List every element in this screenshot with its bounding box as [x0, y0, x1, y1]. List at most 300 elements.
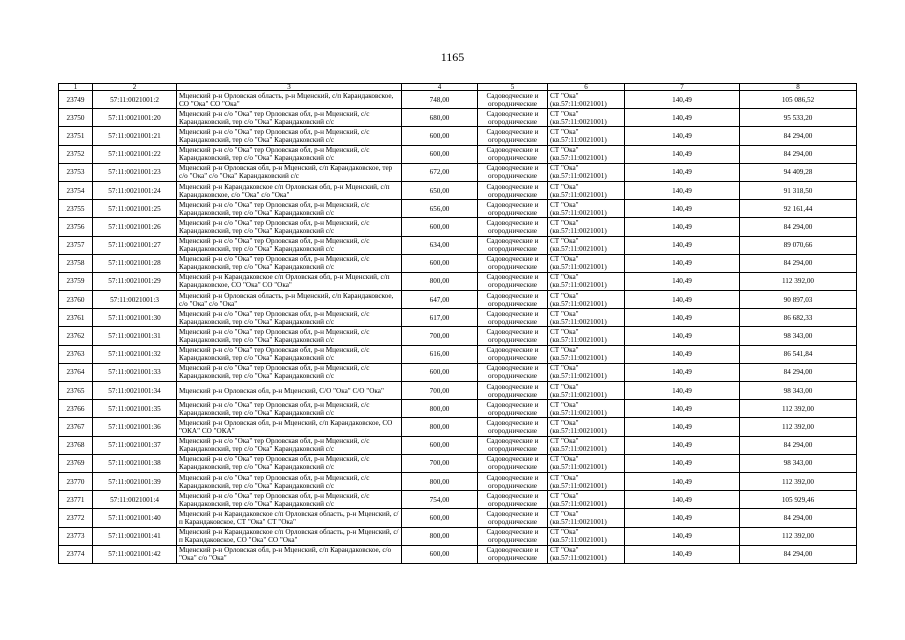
land-use-cell [478, 472, 548, 490]
land-use-cell [478, 545, 548, 563]
table-row [59, 345, 857, 363]
area-cell: 800,00 [402, 527, 478, 545]
land-use-line-1: Садоводческие и [486, 273, 539, 282]
cadastral-value-cell: 95 533,20 [740, 109, 857, 127]
category-line-1: СТ "Ока" [550, 255, 579, 264]
category-cell [548, 436, 625, 454]
cadastral-value-cell: 84 294,00 [740, 145, 857, 163]
land-use-line-1: Садоводческие и [486, 127, 539, 136]
address-cell: Мценский р-н с/о "Ока" тер Орловская обл, р-н Мценский, с/с Карандаковский, тер с/о "Ока" Карандаковский с/с [177, 309, 402, 327]
row-number-cell: 23771 [59, 491, 93, 509]
table-row [59, 254, 857, 272]
row-number-cell: 23753 [59, 163, 93, 181]
category-line-1: СТ "Ока" [550, 328, 579, 337]
specific-value-cell: 140,49 [625, 236, 740, 254]
category-cell [548, 309, 625, 327]
column-header: 3 [177, 84, 402, 91]
address-cell: Мценский р-н с/о "Ока" тер Орловская обл, р-н Мценский, с/с Карандаковский, тер с/о "Ока" Карандаковский с/с [177, 400, 402, 418]
area-cell: 600,00 [402, 545, 478, 563]
land-use-line-2: огороднические [488, 408, 537, 417]
column-header: 5 [478, 84, 548, 91]
specific-value-cell: 140,49 [625, 163, 740, 181]
specific-value-cell: 140,49 [625, 218, 740, 236]
specific-value-cell: 140,49 [625, 400, 740, 418]
address-cell: Мценский р-н с/о "Ока" тер Орловская обл, р-н Мценский, с/с Карандаковский, тер с/о "Ока" Карандаковский с/с [177, 436, 402, 454]
land-use-cell [478, 291, 548, 309]
land-use-line-1: Садоводческие и [486, 346, 539, 355]
cadastral-value-cell: 112 392,00 [740, 418, 857, 436]
land-use-cell [478, 309, 548, 327]
cadastral-value-cell: 84 294,00 [740, 218, 857, 236]
row-number-cell: 23772 [59, 509, 93, 527]
category-line-2: (кв.57:11:0021001) [550, 536, 607, 545]
land-use-line-2: огороднические [488, 372, 537, 381]
category-line-1: СТ "Ока" [550, 455, 579, 464]
column-header: 8 [740, 84, 857, 91]
row-number-cell: 23765 [59, 382, 93, 400]
land-use-line-2: огороднические [488, 499, 537, 508]
land-use-line-2: огороднические [488, 154, 537, 163]
cadastral-value-cell: 84 294,00 [740, 545, 857, 563]
land-use-line-1: Садоводческие и [486, 473, 539, 482]
cadastral-value-cell: 112 392,00 [740, 400, 857, 418]
land-use-line-2: огороднические [488, 245, 537, 254]
address-cell: Мценский р-н Карандаковское с/п Орловская область, р-н Мценский, с/п Карандаковское, СТ "Ока" СТ "Ока" [177, 509, 402, 527]
area-cell: 650,00 [402, 181, 478, 199]
land-use-cell [478, 363, 548, 381]
land-use-line-2: огороднические [488, 135, 537, 144]
cadastral-number-cell: 57:11:0021001:21 [93, 127, 177, 145]
area-cell: 600,00 [402, 254, 478, 272]
category-line-2: (кв.57:11:0021001) [550, 554, 607, 563]
table-row [59, 418, 857, 436]
table-row [59, 163, 857, 181]
cadastral-number-cell: 57:11:0021001:3 [93, 291, 177, 309]
specific-value-cell: 140,49 [625, 382, 740, 400]
cadastral-number-cell: 57:11:0021001:34 [93, 382, 177, 400]
land-use-line-2: огороднические [488, 463, 537, 472]
category-line-1: СТ "Ока" [550, 346, 579, 355]
area-cell: 748,00 [402, 91, 478, 109]
land-use-line-2: огороднические [488, 226, 537, 235]
area-cell: 600,00 [402, 509, 478, 527]
category-line-2: (кв.57:11:0021001) [550, 263, 607, 272]
cadastral-number-cell: 57:11:0021001:30 [93, 309, 177, 327]
cadastral-number-cell: 57:11:0021001:29 [93, 272, 177, 290]
cadastral-value-cell: 112 392,00 [740, 472, 857, 490]
land-use-line-1: Садоводческие и [486, 218, 539, 227]
area-cell: 680,00 [402, 109, 478, 127]
cadastral-number-cell: 57:11:0021001:4 [93, 491, 177, 509]
category-line-1: СТ "Ока" [550, 309, 579, 318]
cadastral-number-cell: 57:11:0021001:38 [93, 454, 177, 472]
category-cell [548, 327, 625, 345]
category-line-2: (кв.57:11:0021001) [550, 154, 607, 163]
category-cell [548, 91, 625, 109]
row-number-cell: 23763 [59, 345, 93, 363]
table-row [59, 181, 857, 199]
address-cell: Мценский р-н Орловская обл, р-н Мценский, с/п Карандаковское, с/о "Ока" с/о "Ока" [177, 545, 402, 563]
land-use-line-2: огороднические [488, 445, 537, 454]
area-cell: 600,00 [402, 436, 478, 454]
category-cell [548, 291, 625, 309]
row-number-cell: 23755 [59, 200, 93, 218]
category-line-2: (кв.57:11:0021001) [550, 172, 607, 181]
land-use-line-2: огороднические [488, 354, 537, 363]
land-use-line-2: огороднические [488, 208, 537, 217]
cadastral-value-cell: 94 409,28 [740, 163, 857, 181]
cadastral-number-cell: 57:11:0021001:40 [93, 509, 177, 527]
land-use-line-2: огороднические [488, 426, 537, 435]
land-use-line-2: огороднические [488, 317, 537, 326]
table-row [59, 491, 857, 509]
category-line-2: (кв.57:11:0021001) [550, 354, 607, 363]
category-line-1: СТ "Ока" [550, 473, 579, 482]
land-use-cell [478, 127, 548, 145]
specific-value-cell: 140,49 [625, 254, 740, 272]
category-line-2: (кв.57:11:0021001) [550, 426, 607, 435]
land-use-line-1: Садоводческие и [486, 146, 539, 155]
category-cell [548, 200, 625, 218]
address-cell: Мценский р-н Орловская обл, р-н Мценский, с/п Карандаковское, тер с/о "Ока" с/о "Ока" Карандаковский с/с [177, 163, 402, 181]
category-line-1: СТ "Ока" [550, 91, 579, 100]
row-number-cell: 23774 [59, 545, 93, 563]
row-number-cell: 23768 [59, 436, 93, 454]
category-cell [548, 382, 625, 400]
specific-value-cell: 140,49 [625, 127, 740, 145]
table-row [59, 291, 857, 309]
cadastral-number-cell: 57:11:0021001:33 [93, 363, 177, 381]
area-cell: 616,00 [402, 345, 478, 363]
specific-value-cell: 140,49 [625, 454, 740, 472]
specific-value-cell: 140,49 [625, 545, 740, 563]
land-use-cell [478, 436, 548, 454]
area-cell: 617,00 [402, 309, 478, 327]
category-cell [548, 145, 625, 163]
address-cell: Мценский р-н с/о "Ока" тер Орловская обл, р-н Мценский, с/с Карандаковский, тер с/о "Ока" Карандаковский с/с [177, 127, 402, 145]
land-use-line-1: Садоводческие и [486, 509, 539, 518]
row-number-cell: 23750 [59, 109, 93, 127]
cadastral-number-cell: 57:11:0021001:37 [93, 436, 177, 454]
land-use-line-1: Садоводческие и [486, 546, 539, 555]
address-cell: Мценский р-н Карандаковское с/п Орловская обл, р-н Мценский, с/п Карандаковское, с/о "Ока" с/о "Ока" [177, 181, 402, 199]
row-number-cell: 23751 [59, 127, 93, 145]
address-cell: Мценский р-н Орловская обл, р-н Мценский, с/п Карандаковское, СО "ОКА" СО "ОКА" [177, 418, 402, 436]
specific-value-cell: 140,49 [625, 472, 740, 490]
land-use-line-1: Садоводческие и [486, 528, 539, 537]
row-number-cell: 23752 [59, 145, 93, 163]
row-number-cell: 23766 [59, 400, 93, 418]
category-cell [548, 345, 625, 363]
category-line-2: (кв.57:11:0021001) [550, 99, 607, 108]
land-use-cell [478, 272, 548, 290]
row-number-cell: 23759 [59, 272, 93, 290]
specific-value-cell: 140,49 [625, 491, 740, 509]
address-cell: Мценский р-н с/о "Ока" тер Орловская обл, р-н Мценский, с/с Карандаковский, тер с/о "Ока" Карандаковский с/с [177, 236, 402, 254]
category-line-2: (кв.57:11:0021001) [550, 372, 607, 381]
table-row [59, 454, 857, 472]
category-line-1: СТ "Ока" [550, 546, 579, 555]
land-use-cell [478, 145, 548, 163]
category-cell [548, 109, 625, 127]
cadastral-number-cell: 57:11:0021001:42 [93, 545, 177, 563]
area-cell: 700,00 [402, 454, 478, 472]
cadastral-value-cell: 84 294,00 [740, 254, 857, 272]
land-use-cell [478, 454, 548, 472]
category-line-1: СТ "Ока" [550, 200, 579, 209]
category-line-1: СТ "Ока" [550, 164, 579, 173]
address-cell: Мценский р-н с/о "Ока" тер Орловская обл, р-н Мценский, с/с Карандаковский, тер с/о "Ока" Карандаковский с/с [177, 109, 402, 127]
category-cell [548, 509, 625, 527]
cadastral-number-cell: 57:11:0021001:2 [93, 91, 177, 109]
category-line-2: (кв.57:11:0021001) [550, 390, 607, 399]
table-row [59, 200, 857, 218]
category-line-2: (кв.57:11:0021001) [550, 445, 607, 454]
land-use-line-2: огороднические [488, 336, 537, 345]
specific-value-cell: 140,49 [625, 509, 740, 527]
land-use-cell [478, 509, 548, 527]
land-use-line-2: огороднические [488, 99, 537, 108]
column-header: 4 [402, 84, 478, 91]
row-number-cell: 23749 [59, 91, 93, 109]
cadastral-number-cell: 57:11:0021001:39 [93, 472, 177, 490]
specific-value-cell: 140,49 [625, 327, 740, 345]
row-number-cell: 23764 [59, 363, 93, 381]
table-row [59, 382, 857, 400]
cadastral-number-cell: 57:11:0021001:36 [93, 418, 177, 436]
row-number-cell: 23770 [59, 472, 93, 490]
category-cell [548, 363, 625, 381]
area-cell: 754,00 [402, 491, 478, 509]
specific-value-cell: 140,49 [625, 200, 740, 218]
cadastral-number-cell: 57:11:0021001:25 [93, 200, 177, 218]
land-use-cell [478, 181, 548, 199]
cadastral-value-cell: 90 897,03 [740, 291, 857, 309]
area-cell: 600,00 [402, 145, 478, 163]
category-cell [548, 127, 625, 145]
category-cell [548, 418, 625, 436]
table-row [59, 309, 857, 327]
row-number-cell: 23761 [59, 309, 93, 327]
area-cell: 656,00 [402, 200, 478, 218]
category-line-1: СТ "Ока" [550, 528, 579, 537]
specific-value-cell: 140,49 [625, 181, 740, 199]
column-header: 2 [93, 84, 177, 91]
area-cell: 700,00 [402, 327, 478, 345]
land-use-line-2: огороднические [488, 517, 537, 526]
category-line-2: (кв.57:11:0021001) [550, 336, 607, 345]
category-line-2: (кв.57:11:0021001) [550, 117, 607, 126]
area-cell: 647,00 [402, 291, 478, 309]
row-number-cell: 23756 [59, 218, 93, 236]
row-number-cell: 23760 [59, 291, 93, 309]
address-cell: Мценский р-н с/о "Ока" тер Орловская обл, р-н Мценский, с/с Карандаковский, тер с/о "Ока" Карандаковский с/с [177, 454, 402, 472]
category-line-1: СТ "Ока" [550, 146, 579, 155]
cadastral-value-cell: 92 161,44 [740, 200, 857, 218]
land-use-line-1: Садоводческие и [486, 364, 539, 373]
land-use-line-2: огороднические [488, 299, 537, 308]
category-cell [548, 236, 625, 254]
land-use-cell [478, 236, 548, 254]
category-line-1: СТ "Ока" [550, 437, 579, 446]
cadastral-value-cell: 105 086,52 [740, 91, 857, 109]
table-row [59, 218, 857, 236]
land-use-cell [478, 327, 548, 345]
table-body [59, 91, 857, 564]
table-row [59, 145, 857, 163]
category-line-2: (кв.57:11:0021001) [550, 135, 607, 144]
row-number-cell: 23767 [59, 418, 93, 436]
cadastral-number-cell: 57:11:0021001:22 [93, 145, 177, 163]
land-use-cell [478, 200, 548, 218]
category-line-1: СТ "Ока" [550, 273, 579, 282]
land-use-cell [478, 400, 548, 418]
category-cell [548, 254, 625, 272]
specific-value-cell: 140,49 [625, 345, 740, 363]
cadastral-value-cell: 98 343,00 [740, 327, 857, 345]
category-cell [548, 181, 625, 199]
land-use-cell [478, 91, 548, 109]
specific-value-cell: 140,49 [625, 145, 740, 163]
address-cell: Мценский р-н с/о "Ока" тер Орловская обл, р-н Мценский, с/с Карандаковский, тер с/о "Ока" Карандаковский с/с [177, 472, 402, 490]
cadastral-number-cell: 57:11:0021001:32 [93, 345, 177, 363]
table-row [59, 272, 857, 290]
cadastral-number-cell: 57:11:0021001:41 [93, 527, 177, 545]
category-line-1: СТ "Ока" [550, 509, 579, 518]
land-use-cell [478, 382, 548, 400]
category-line-1: СТ "Ока" [550, 418, 579, 427]
table-row [59, 509, 857, 527]
row-number-cell: 23762 [59, 327, 93, 345]
cadastral-value-cell: 84 294,00 [740, 127, 857, 145]
cadastral-value-cell: 112 392,00 [740, 272, 857, 290]
land-use-cell [478, 418, 548, 436]
cadastral-value-cell: 84 294,00 [740, 509, 857, 527]
specific-value-cell: 140,49 [625, 91, 740, 109]
column-header: 1 [59, 84, 93, 91]
address-cell: Мценский р-н Орловская область, р-н Мценский, с/п Карандаковское, СО "Ока" СО "Ока" [177, 91, 402, 109]
land-use-cell [478, 163, 548, 181]
area-cell: 800,00 [402, 400, 478, 418]
address-cell: Мценский р-н Орловская область, р-н Мценский, с/п Карандаковское, с/о "Ока" с/о "Ока" [177, 291, 402, 309]
cadastral-value-cell: 105 929,46 [740, 491, 857, 509]
category-line-2: (кв.57:11:0021001) [550, 226, 607, 235]
cadastral-value-cell: 98 343,00 [740, 454, 857, 472]
category-line-1: СТ "Ока" [550, 127, 579, 136]
land-use-line-2: огороднические [488, 481, 537, 490]
row-number-cell: 23773 [59, 527, 93, 545]
land-use-cell [478, 345, 548, 363]
land-use-line-1: Садоводческие и [486, 491, 539, 500]
column-header: 6 [548, 84, 625, 91]
address-cell: Мценский р-н с/о "Ока" тер Орловская обл, р-н Мценский, с/с Карандаковский, тер с/о "Ока" Карандаковский с/с [177, 363, 402, 381]
category-line-2: (кв.57:11:0021001) [550, 317, 607, 326]
table-row [59, 472, 857, 490]
category-cell [548, 545, 625, 563]
land-use-line-2: огороднические [488, 554, 537, 563]
category-line-1: СТ "Ока" [550, 382, 579, 391]
cadastral-number-cell: 57:11:0021001:35 [93, 400, 177, 418]
category-line-2: (кв.57:11:0021001) [550, 190, 607, 199]
area-cell: 672,00 [402, 163, 478, 181]
land-use-line-2: огороднические [488, 172, 537, 181]
area-cell: 600,00 [402, 363, 478, 381]
table-row [59, 236, 857, 254]
address-cell: Мценский р-н с/о "Ока" тер Орловская обл, р-н Мценский, с/с Карандаковский, тер с/о "Ока" Карандаковский с/с [177, 218, 402, 236]
category-line-1: СТ "Ока" [550, 109, 579, 118]
category-line-1: СТ "Ока" [550, 400, 579, 409]
land-use-cell [478, 527, 548, 545]
address-cell: Мценский р-н с/о "Ока" тер Орловская обл, р-н Мценский, с/с Карандаковский, тер с/о "Ока" Карандаковский с/с [177, 345, 402, 363]
specific-value-cell: 140,49 [625, 291, 740, 309]
column-header: 7 [625, 84, 740, 91]
specific-value-cell: 140,49 [625, 272, 740, 290]
category-line-2: (кв.57:11:0021001) [550, 481, 607, 490]
row-number-cell: 23758 [59, 254, 93, 272]
land-use-line-2: огороднические [488, 281, 537, 290]
address-cell: Мценский р-н Карандаковское с/п Орловская обл, р-н Мценский, с/п Карандаковское, СО "Ока" СО "Ока" [177, 272, 402, 290]
category-line-1: СТ "Ока" [550, 182, 579, 191]
table-row [59, 327, 857, 345]
category-line-2: (кв.57:11:0021001) [550, 299, 607, 308]
category-line-2: (кв.57:11:0021001) [550, 499, 607, 508]
land-use-line-2: огороднические [488, 190, 537, 199]
cadastral-value-cell: 86 682,33 [740, 309, 857, 327]
land-use-line-2: огороднические [488, 390, 537, 399]
cadastral-value-cell: 84 294,00 [740, 363, 857, 381]
cadastral-number-cell: 57:11:0021001:24 [93, 181, 177, 199]
land-use-cell [478, 109, 548, 127]
table-row [59, 436, 857, 454]
land-use-cell [478, 254, 548, 272]
category-cell [548, 454, 625, 472]
land-use-line-1: Садоводческие и [486, 309, 539, 318]
address-cell: Мценский р-н Орловская обл, р-н Мценский, С/О "Ока" С/О "Ока" [177, 382, 402, 400]
category-line-2: (кв.57:11:0021001) [550, 517, 607, 526]
table-row [59, 363, 857, 381]
table-row [59, 400, 857, 418]
address-cell: Мценский р-н с/о "Ока" тер Орловская обл, р-н Мценский, с/с Карандаковский, тер с/о "Ока" Карандаковский с/с [177, 200, 402, 218]
cadastral-number-cell: 57:11:0021001:26 [93, 218, 177, 236]
category-line-1: СТ "Ока" [550, 291, 579, 300]
category-cell [548, 272, 625, 290]
cadastral-value-cell: 112 392,00 [740, 527, 857, 545]
land-use-cell [478, 491, 548, 509]
cadastral-table [58, 83, 857, 564]
specific-value-cell: 140,49 [625, 109, 740, 127]
table-row [59, 127, 857, 145]
land-use-line-1: Садоводческие и [486, 91, 539, 100]
address-cell: Мценский р-н с/о "Ока" тер Орловская обл, р-н Мценский, с/с Карандаковский, тер с/о "Ока" Карандаковский с/с [177, 327, 402, 345]
category-cell [548, 163, 625, 181]
land-use-line-1: Садоводческие и [486, 164, 539, 173]
cadastral-value-cell: 91 318,50 [740, 181, 857, 199]
land-use-line-1: Садоводческие и [486, 400, 539, 409]
category-line-1: СТ "Ока" [550, 237, 579, 246]
area-cell: 800,00 [402, 272, 478, 290]
land-use-line-1: Садоводческие и [486, 255, 539, 264]
category-cell [548, 218, 625, 236]
land-use-line-1: Садоводческие и [486, 455, 539, 464]
row-number-cell: 23757 [59, 236, 93, 254]
table-row [59, 109, 857, 127]
cadastral-value-cell: 84 294,00 [740, 436, 857, 454]
address-cell: Мценский р-н Карандаковское с/п Орловская область, р-н Мценский, с/п Карандаковское, СО "Ока" СО "Ока" [177, 527, 402, 545]
land-use-line-1: Садоводческие и [486, 182, 539, 191]
cadastral-value-cell: 86 541,84 [740, 345, 857, 363]
cadastral-number-cell: 57:11:0021001:20 [93, 109, 177, 127]
category-line-2: (кв.57:11:0021001) [550, 408, 607, 417]
